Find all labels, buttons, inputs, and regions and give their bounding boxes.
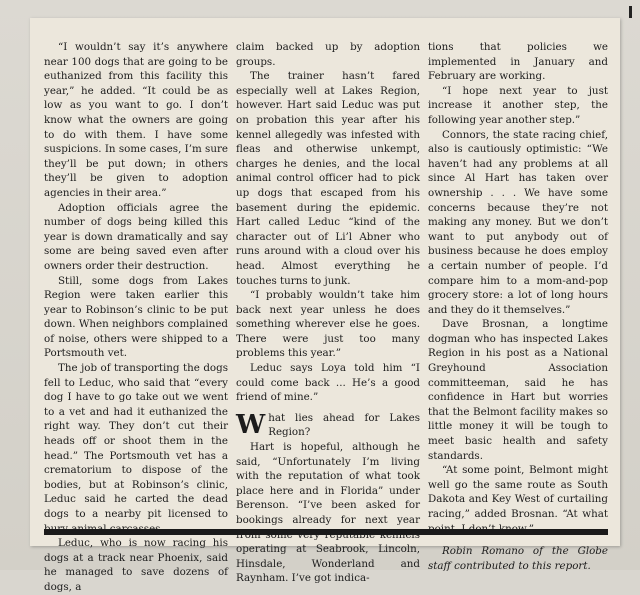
- paragraph: Dave Brosnan, a longtime dogman who has inspected Lakes Region in his post as a National Greyhound Association committeeman, said he has confidence in Hart but worries that the Belmont facility makes so little money it will be tough to meet basic health and safety standards.: [428, 318, 608, 462]
- subhead-paragraph: [236, 411, 420, 440]
- staff-credit: Robin Romano of the Globe staff contributed to this report.: [428, 545, 608, 572]
- paragraph: Adoption officials agree the number of dogs being killed this year is down dramatically and say some are being saved even after owners order their destruction.: [44, 201, 228, 272]
- article-column-3: [428, 40, 608, 573]
- paragraph: “I hope next year to just increase it another step, the following year another step.”: [428, 84, 608, 126]
- paragraph: Still, some dogs from Lakes Region were taken earlier this year to Robinson’s clinic to be put down. When neighbors complained of noise, others were shipped to a Portsmouth vet.: [44, 274, 228, 360]
- paragraph: Leduc, who is now racing his dogs at a track near Phoenix, said he managed to save dozens of dogs, a: [44, 537, 228, 593]
- paragraph: tions that policies we implemented in January and February are working.: [428, 41, 608, 83]
- paragraph: “At some point, Belmont might well go the same route as South Dakota and Key West of curtailing racing,” added Brosnan. “At what: [428, 464, 608, 520]
- paragraph: “I wouldn’t say it’s anywhere near 100 dogs that are going to be euthanized from this facility this year,” he added. “It could be as low as you want to go. I don’t know what the owners are going to do with them. I have some suspicions. In some cases, I’m sure they’ll be put down; in others they’ll be given to adoption agencies in their area.”: [44, 41, 228, 199]
- bottom-rule: [44, 529, 608, 535]
- paragraph: Leduc says Loya told him “I could come back ... He’s a good friend of mine.”: [236, 362, 420, 404]
- paragraph: claim backed up by adoption groups.: [236, 41, 420, 68]
- paragraph: The job of transporting the dogs fell to Leduc, who said that “every dog I have to go take out we went to a vet and had it euthanized the right way. They don’t cut their heads off or shoot them in the head.” The Portsmouth vet has a crematorium to dispose of the bodies, but at Robinson’s clinic, Leduc said he carted the dead dogs to a nearby pit licensed to: [44, 362, 228, 520]
- paragraph: Hart is hopeful, although he said, “Unfortunately I’m living with the reputation of what took place here and in Florida” under Berenson. “I’ve been asked for bookings already for next year operating at Seabrook, Lincoln, Hinsdale, Wonderland and Raynham. I’ve got indica-: [236, 441, 420, 585]
- paragraph: “I probably wouldn’t take him back next year unless he does something wherever else he goes. There were just too many problems this year.”: [236, 289, 420, 360]
- paragraph: The trainer hasn’t fared especially well at Lakes Region, however. Hart said Leduc was put on probation this year after his kennel allegedly was infested with fleas and otherwise unkempt, charges he denies, and the local animal control officer had to pick up dogs that escaped from his basement during the epidemic. Hart called Leduc “kind of the character out of Li’l Abner who runs around with a cloud over his head. Almost everything he touches turns to junk.: [236, 70, 420, 287]
- subhead-text: hat lies ahead for Lakes Region?: [268, 411, 420, 439]
- newspaper-clipping: [30, 18, 620, 593]
- article-column-1: [44, 40, 228, 595]
- article-column-2: [236, 40, 420, 586]
- drop-cap: W: [236, 409, 266, 440]
- paragraph: Connors, the state racing chief, also is cautiously optimistic: “We haven’t had any problems at all since Al Hart has taken over ownership . . . We have some concerns because they’re not making any money. But we don’t want to put anybody out of business because he does employ a certain number of people. I’d compare him to a mom-and-pop grocery store: a lot of long hours and they do it themselves.”: [428, 128, 608, 316]
- edge-mark: [629, 6, 632, 18]
